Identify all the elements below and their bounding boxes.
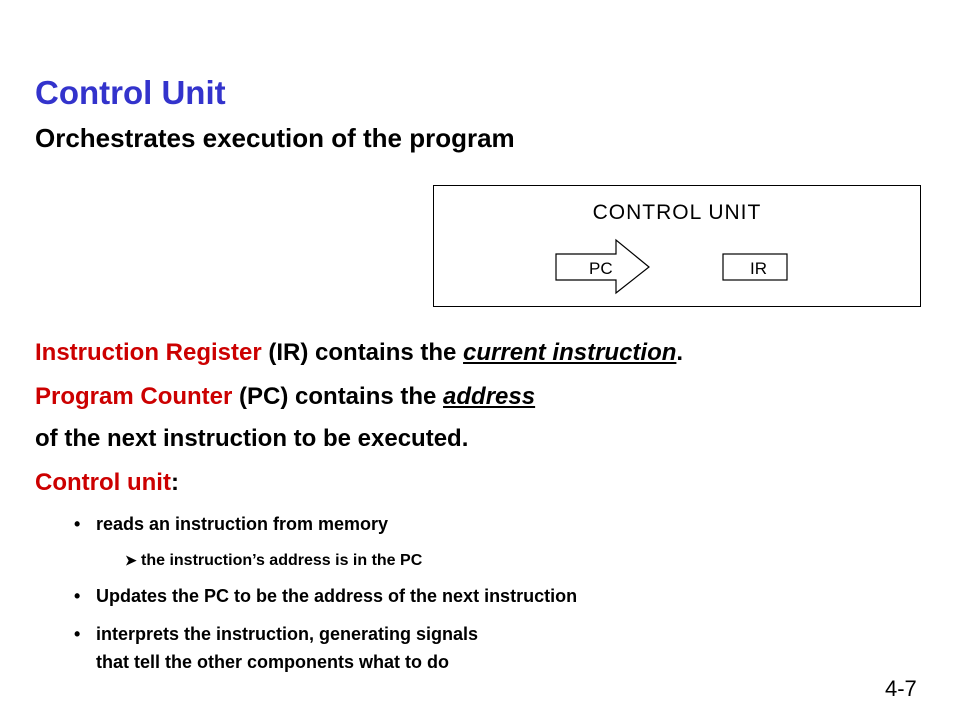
bullet-text: Updates the PC to be the address of the next instruction xyxy=(96,586,578,606)
pc-description-line2: of the next instruction to be executed. xyxy=(35,425,469,452)
diagram-title: CONTROL UNIT xyxy=(592,201,762,224)
bullet-dot-icon: • xyxy=(74,624,81,644)
bullet-dot-icon: • xyxy=(74,514,81,534)
pc-text: (PC) contains the xyxy=(232,383,444,410)
bullet-item xyxy=(74,584,577,608)
ir-label: IR xyxy=(750,259,767,278)
page-number: 4-7 xyxy=(885,676,917,701)
ir-description xyxy=(35,338,683,368)
bullet-text: interprets the instruction, generating signals xyxy=(96,624,479,644)
control-unit-term: Control unit xyxy=(35,469,171,496)
pc-emphasis: address xyxy=(443,383,536,410)
control-unit-colon: : xyxy=(170,469,179,496)
ir-text: (IR) contains the xyxy=(261,339,464,366)
bullet-item xyxy=(74,622,478,646)
bullet-item xyxy=(74,512,388,536)
ir-term: Instruction Register xyxy=(35,339,262,366)
control-unit-heading xyxy=(35,468,179,498)
slide-subtitle: Orchestrates execution of the program xyxy=(35,123,515,153)
sub-bullet-text: the instruction’s address is in the PC xyxy=(141,552,423,569)
arrow-bullet-icon: ➤ xyxy=(125,552,137,568)
ir-period: . xyxy=(676,339,684,366)
control-unit-diagram xyxy=(433,185,921,307)
bullet-continuation: that tell the other components what to do xyxy=(96,652,449,672)
pc-label: PC xyxy=(589,259,613,278)
ir-emphasis: current instruction xyxy=(463,339,677,366)
pc-description xyxy=(35,382,535,412)
bullet-text: reads an instruction from memory xyxy=(96,514,389,534)
sub-bullet-item xyxy=(125,549,422,572)
slide-title: Control Unit xyxy=(35,74,226,111)
bullet-dot-icon: • xyxy=(74,586,81,606)
pc-term: Program Counter xyxy=(35,383,233,410)
